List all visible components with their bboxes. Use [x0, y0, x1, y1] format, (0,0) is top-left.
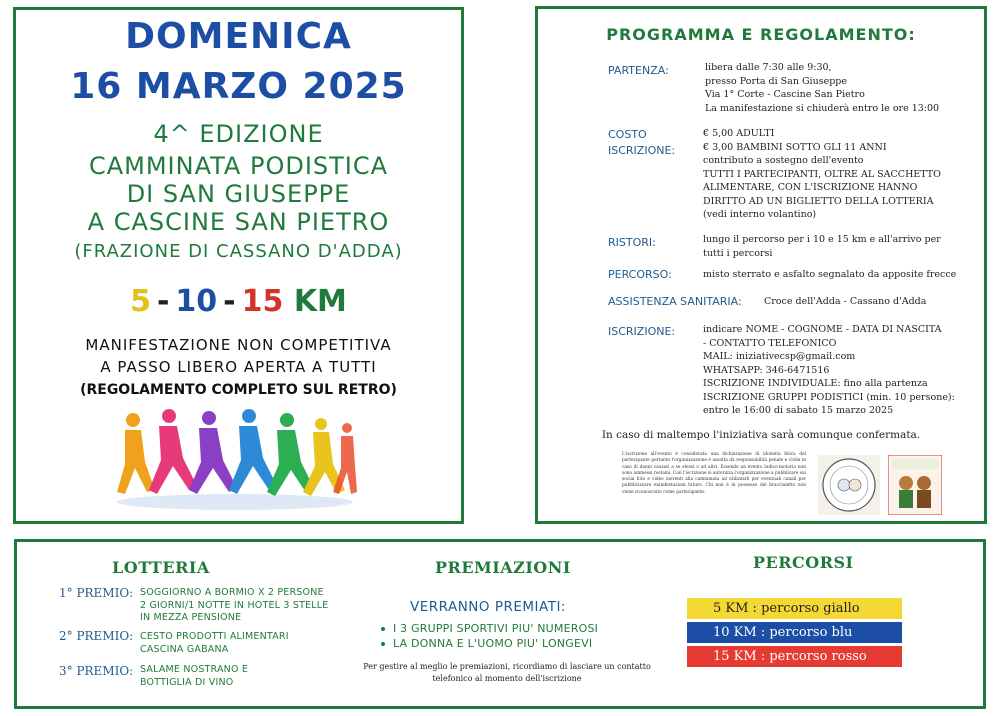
event-name-line-3: A CASCINE SAN PIETRO: [87, 208, 390, 236]
prize-line: BOTTIGLIA DI VINO: [140, 676, 234, 688]
prize-1-value: [140, 587, 328, 625]
dash: -: [156, 284, 170, 319]
iscrizione-line: entro le 16:00 di sabato 15 marzo 2025: [703, 405, 894, 416]
assistenza-value: Croce dell'Adda - Cassano d'Adda: [764, 296, 927, 307]
partenza-line: La manifestazione si chiuderà entro le ore 13:00: [705, 102, 940, 114]
prize-line: 2 GIORNI/1 NOTTE IN HOTEL 3 STELLE: [140, 599, 329, 611]
prize-line: SALAME NOSTRANO E: [140, 664, 249, 675]
lotteria-title: LOTTERIA: [112, 558, 210, 577]
bad-weather-note: In caso di maltempo l'iniziativa sarà comunque confermata.: [601, 429, 921, 441]
costo-line: (vedi interno volantino): [703, 209, 817, 220]
costo-label: [608, 127, 675, 159]
distance-10: 10: [175, 284, 218, 319]
distances-headline: [16, 284, 461, 319]
iscrizione-line: WHATSAPP: 346-6471516: [703, 364, 830, 376]
ristori-line: lungo il percorso per i 10 e 15 km e all'arrivo per: [703, 234, 941, 245]
premiazioni-note-line: Per gestire al meglio le premiazioni, ricordiamo di lasciare un contatto: [363, 662, 651, 671]
costo-line: ALIMENTARE, CON L'ISCRIZIONE HANNO: [703, 182, 918, 193]
route-yellow: 5 KM : percorso giallo: [687, 598, 902, 619]
bullet-icon: [381, 627, 385, 631]
partenza-line: presso Porta di San Giuseppe: [705, 75, 847, 87]
dash: -: [223, 284, 236, 319]
ristori-line: tutti i percorsi: [703, 247, 773, 259]
premiazioni-note-line: telefonico al momento dell'iscrizione: [432, 674, 582, 683]
iscrizione-line: ISCRIZIONE GRUPPI PODISTICI (min. 10 persone):: [703, 391, 955, 403]
costo-label-line: ISCRIZIONE:: [608, 144, 676, 157]
iscrizione-line: indicare NOME - COGNOME - DATA DI NASCITA: [703, 324, 942, 335]
ristori-label: RISTORI:: [608, 236, 656, 249]
event-date: 16 MARZO 2025: [70, 66, 407, 107]
percorso-label: PERCORSO:: [608, 268, 672, 281]
iscrizione-line: - CONTATTO TELEFONICO: [703, 337, 837, 349]
percorsi-title: PERCORSI: [753, 553, 854, 572]
iscrizione-label: ISCRIZIONE:: [608, 325, 676, 338]
route-red: 15 KM : percorso rosso: [687, 646, 902, 667]
event-day: DOMENICA: [125, 16, 352, 57]
prize-2-label: 2° PREMIO:: [59, 629, 134, 643]
award-item-text: LA DONNA E L'UOMO PIU' LONGEVI: [393, 637, 593, 650]
iscrizione-line: MAIL: iniziativecsp@gmail.com: [703, 351, 856, 362]
edition: 4^ EDIZIONE: [153, 120, 324, 148]
program-title: PROGRAMMA E REGOLAMENTO:: [606, 25, 916, 44]
runners-illustration-icon: [111, 406, 359, 512]
prize-3-label: 3° PREMIO:: [59, 664, 134, 678]
prize-2-value: [140, 631, 289, 656]
award-item-text: I 3 GRUPPI SPORTIVI PIU' NUMEROSI: [393, 622, 599, 635]
prize-line: CASCINA GABANA: [140, 643, 229, 655]
ristori-value: [703, 233, 941, 260]
assistenza-label: ASSISTENZA SANITARIA:: [608, 295, 742, 308]
premiazioni-title: PREMIAZIONI: [435, 558, 571, 577]
partenza-line: libera dalle 7:30 alle 9:30,: [705, 62, 832, 73]
non-competitive-line-1: MANIFESTAZIONE NON COMPETITIVA: [85, 336, 392, 354]
bullet-icon: [381, 642, 385, 646]
group-logo-icon: [888, 455, 942, 515]
partenza-line: Via 1° Corte - Cascine San Pietro: [705, 89, 865, 100]
costo-line: TUTTI I PARTECIPANTI, OLTRE AL SACCHETTO: [703, 168, 941, 180]
non-competitive-line-2: A PASSO LIBERO APERTA A TUTTI: [100, 358, 377, 376]
prize-line: SOGGIORNO A BORMIO X 2 PERSONE: [140, 587, 324, 598]
award-item: [381, 622, 598, 635]
partenza-label: PARTENZA:: [608, 64, 669, 77]
costo-line: € 5,00 ADULTI: [703, 128, 775, 139]
distance-5: 5: [130, 284, 151, 319]
program-panel: [535, 6, 987, 524]
partenza-value: [705, 61, 939, 115]
event-name-line-1: CAMMINATA PODISTICA: [88, 152, 389, 180]
award-item: [381, 637, 592, 650]
prize-3-value: [140, 664, 248, 689]
costo-line: DIRITTO AD UN BIGLIETTO DELLA LOTTERIA: [703, 195, 934, 207]
event-poster-panel: [13, 7, 464, 524]
regulation-note: (REGOLAMENTO COMPLETO SUL RETRO): [80, 382, 397, 398]
costo-line: contributo a sostegno dell'evento: [703, 155, 864, 166]
route-blue: 10 KM : percorso blu: [687, 622, 902, 643]
prize-line: IN MEZZA PENSIONE: [140, 612, 242, 623]
costo-value: [703, 127, 941, 222]
distance-15: 15: [241, 284, 284, 319]
prize-line: CESTO PRODOTTI ALIMENTARI: [140, 631, 289, 642]
distance-unit: KM: [293, 284, 347, 319]
iscrizione-line: ISCRIZIONE INDIVIDUALE: fino alla partenza: [703, 378, 928, 389]
iscrizione-value: [703, 323, 955, 418]
costo-label-line: COSTO: [608, 128, 647, 141]
premiazioni-note: [347, 661, 667, 685]
percorso-value: misto sterrato e asfalto segnalato da apposite frecce: [703, 269, 957, 280]
event-name-line-2: DI SAN GIUSEPPE: [126, 180, 351, 208]
costo-line: € 3,00 BAMBINI SOTTO GLI 11 ANNI: [703, 141, 887, 153]
lottery-awards-panel: [14, 539, 986, 709]
disclaimer: L'iscrizione all'evento è considerata una dichiarazione di idoneità fisica del partecipante pertanto l'organizzazione è assolta da responsabilità penale e civile in caso di danni causati a se stessi o ad altri. Essendo un evento ludico-motorio non sono ammessi reclami. Con l'iscrizione si autorizza l'organizzazione a pubblicare sui social foto e video inerenti alla camminata ad utilizzarli per eventuali canali per pubblicizzare manifestazioni future. Chi non è in possesso del braccialetto non viene riconosciuto come partecipante.: [622, 452, 807, 495]
cascine-logo-icon: [818, 455, 880, 515]
event-location-sub: (FRAZIONE DI CASSANO D'ADDA): [74, 241, 403, 262]
premiazioni-subtitle: VERRANNO PREMIATI:: [410, 599, 566, 615]
prize-1-label: 1° PREMIO:: [59, 586, 134, 600]
